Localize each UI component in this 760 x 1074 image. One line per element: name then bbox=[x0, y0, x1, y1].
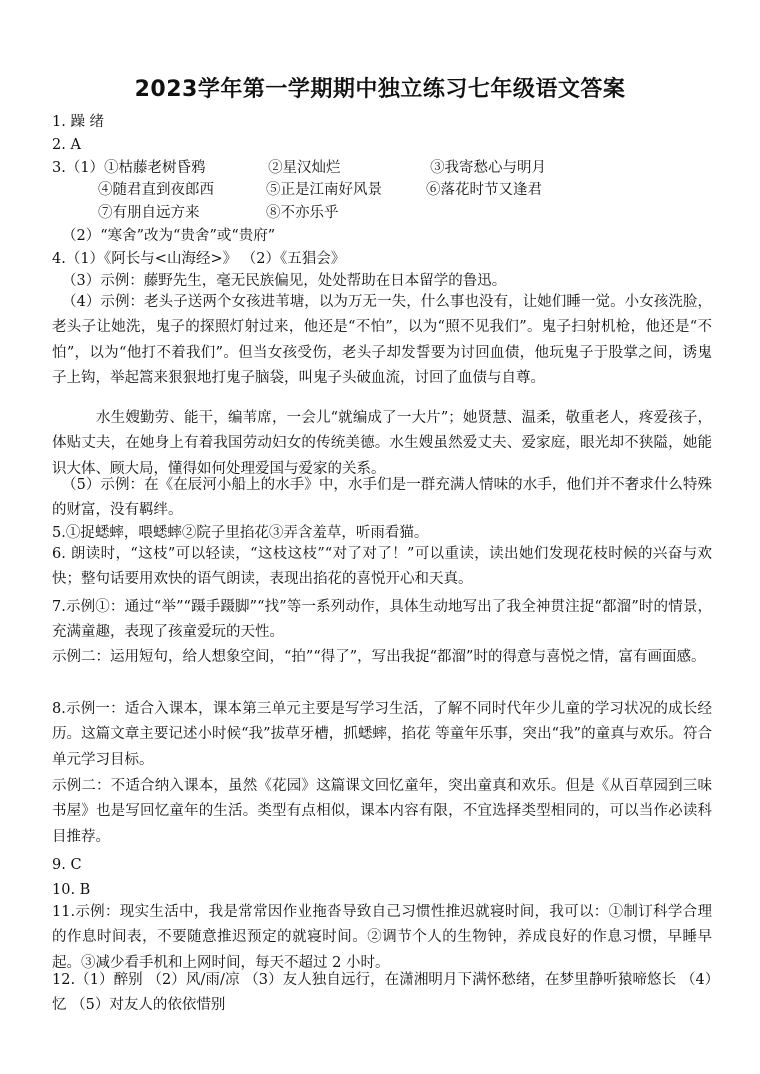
q3-a6: ⑥落花时节又逢君 bbox=[426, 182, 542, 198]
q3-a7: ⑦有朋自远方来 bbox=[98, 205, 200, 221]
answer-q3-row1 bbox=[52, 158, 546, 178]
q3-a8: ⑧不亦乐乎 bbox=[266, 205, 339, 221]
answer-q5: 5.①捉蟋蟀，喂蟋蟀②院子里掐花③弄含羞草，听雨看猫。 bbox=[52, 525, 429, 541]
answer-q4-part5: （5）示例：在《在辰河小船上的水手》中，水手们是一群充满人情味的水手，他们并不奢求什么特殊的财富，没有羁绊。 bbox=[52, 477, 712, 519]
answer-q8-example2: 示例二：不适合纳入课本，虽然《花园》这篇课文回忆童年，突出童真和欢乐。但是《从百草园到三味书屋》也是写回忆童年的生活。类型有点相似，课本内容有限，不宜选择类型相同的，可以当作必读科目推荐。 bbox=[52, 778, 712, 845]
q3-prefix: 3.（1） bbox=[52, 160, 105, 176]
answer-q4-part3: （3）示例：藤野先生，毫无民族偏见，处处帮助在日本留学的鲁迅。 bbox=[62, 273, 507, 289]
q3-a1: ①枯藤老树昏鸦 bbox=[104, 160, 206, 176]
q3-a2: ②星汉灿烂 bbox=[268, 160, 341, 176]
q3-a4: ④随君直到夜郎西 bbox=[98, 182, 214, 198]
answer-q4-part4: （4）示例：老头子送两个女孩进苇塘，以为万无一失，什么事也没有，让她们睡一觉。小女孩洗脸，老头子让她洗，鬼子的探照灯射过来，他还是“不怕”，以为“照不见我们”。鬼子扫射机枪，他还是“不怕”，以为“他打不着我们”。但当女孩受伤，老头子却发誓要为讨回血债，他玩鬼子于股掌之间，诱鬼子上钩，举起篙来狠狠地打鬼子脑袋，叫鬼子头破血流，讨回了血债与自尊。 bbox=[52, 294, 712, 386]
answer-q3-part2: （2）“寒舍”改为“贵舍”或“贵府” bbox=[62, 228, 276, 244]
answer-q6: 6. 朗读时，“这枝”可以轻读，“这枝这枝”“对了对了！”可以重读，读出她们发现花枝时候的兴奋与欢快；整句话要用欢快的语气朗读，表现出掐花的喜悦开心和天真。 bbox=[52, 546, 712, 588]
answer-q8-example1: 8.示例一：适合入课本，课本第三单元主要是写学习生活，了解不同时代年少儿童的学习状况的成长经历。这篇文章主要记述小时候“我”拔草牙槽，抓蟋蟀，掐花 等童年乐事，突出“我”的童真与欢乐。符合单元学习目标。 bbox=[52, 701, 712, 768]
answer-q12: 12.（1）醉别 （2）风/雨/凉 （3）友人独自远行，在潇湘明月下满怀愁绪，在梦里静听猿啼悠长 （4）忆 （5）对友人的依依惜别 bbox=[52, 972, 712, 1014]
answer-q3-row3 bbox=[98, 203, 339, 223]
answer-q11: 11.示例：现实生活中，我是常常因作业拖沓导致自己习惯性推迟就寝时间，我可以：①制订科学合理的作息时间表，不要随意推迟预定的就寝时间。②调节个人的生物钟，养成良好的作息习惯，早睡早起。③减少看手机和上网时间，每天不超过 2 小时。 bbox=[52, 904, 712, 971]
q3-a5: ⑤正是江南好风景 bbox=[266, 182, 382, 198]
answer-q2: 2. A bbox=[52, 137, 81, 153]
answer-q3-row2 bbox=[98, 180, 542, 200]
q3-a3: ③我寄愁心与明月 bbox=[430, 160, 547, 176]
answer-q7-example2: 示例二：运用短句，给人想象空间，“拍”“得了”，写出我捉“都溜”时的得意与喜悦之情，富有画面感。 bbox=[52, 649, 706, 665]
answer-q7-example1: 7.示例①：通过“举”“蹑手蹑脚”“找”等一系列动作，具体生动地写出了我全神贯注捉“都溜”时的情景，充满童趣，表现了孩童爱玩的天性。 bbox=[52, 599, 712, 641]
answer-q4-line1: 4.（1）《阿长与<山海经>》 （2）《五猖会》 bbox=[52, 251, 346, 267]
answer-q10: 10. B bbox=[52, 882, 91, 898]
answer-q9: 9. C bbox=[52, 857, 82, 873]
answer-q4-part4-example2: 水生嫂勤劳、能干，编苇席，一会儿“就编成了一大片”；她贤慧、温柔，敬重老人，疼爱孩子，体贴丈夫，在她身上有着我国劳动妇女的传统美德。水生嫂虽然爱丈夫、爱家庭，眼光却不狭隘，她能识大体、顾大局，懂得如何处理爱国与爱家的关系。 bbox=[52, 410, 712, 477]
page-title: 2023学年第一学期期中独立练习七年级语文答案 bbox=[134, 77, 626, 102]
answer-q1: 1. 躁 绪 bbox=[52, 114, 105, 130]
